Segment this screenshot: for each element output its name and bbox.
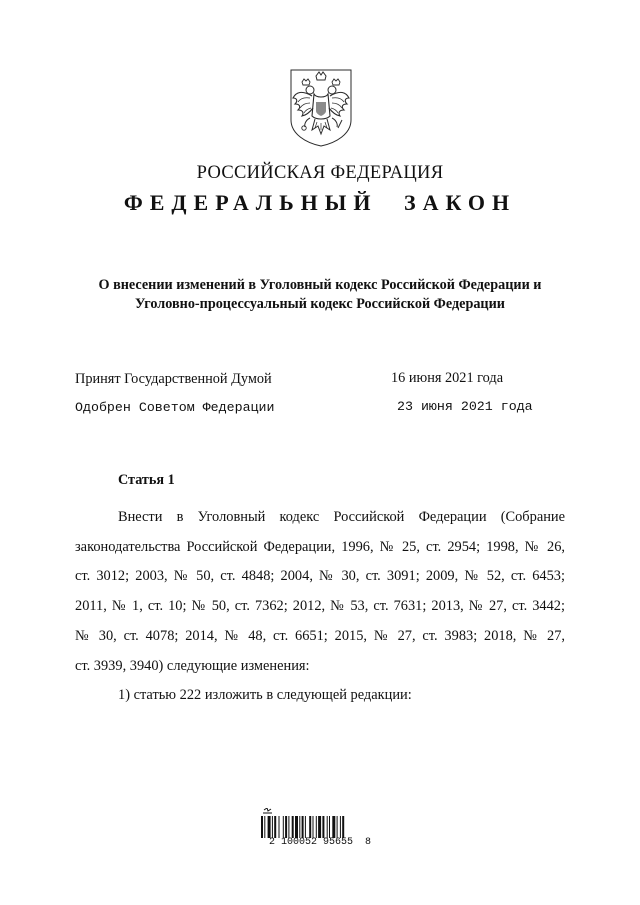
law-title bbox=[60, 276, 580, 314]
coat-of-arms-icon bbox=[288, 68, 354, 148]
article-line-5: № 30, ст. 4078; 2014, № 48, ст. 6651; 2015, № 27, ст. 3983; 2018, № 27, bbox=[75, 627, 565, 644]
article-body bbox=[75, 503, 565, 711]
duma-adoption-date: 16 июня 2021 года bbox=[391, 370, 504, 386]
article-heading: Статья 1 bbox=[118, 472, 175, 488]
law-title-line-1: О внесении изменений в Уголовный кодекс Российской Федерации и bbox=[98, 277, 542, 293]
duma-adoption-label: Принят Государственной Думой bbox=[75, 371, 272, 387]
country-name: РОССИЙСКАЯ ФЕДЕРАЦИЯ bbox=[196, 163, 444, 183]
article-item-1: 1) статью 222 изложить в следующей редакции: bbox=[118, 687, 412, 704]
article-line-4: 2011, № 1, ст. 10; № 50, ст. 7362; 2012, № 53, ст. 7631; 2013, № 27, ст. 3442; bbox=[75, 598, 565, 615]
article-line-6: ст. 3939, 3940) следующие изменения: bbox=[75, 657, 310, 674]
document-type: ФЕДЕРАЛЬНЫЙ ЗАКОН bbox=[123, 190, 517, 215]
council-approval-label: Одобрен Советом Федерации bbox=[75, 400, 275, 415]
article-line-2: законодательства Российской Федерации, 1996, № 25, ст. 2954; 1998, № 26, bbox=[75, 538, 565, 555]
barcode-number: 2 100052 95655 8 bbox=[268, 837, 372, 848]
barcode-icon bbox=[258, 808, 382, 864]
article-line-1: Внести в Уголовный кодекс Российской Федерации (Собрание bbox=[118, 509, 565, 525]
law-title-line-2: Уголовно-процессуальный кодекс Российской Федерации bbox=[135, 296, 505, 312]
article-line-3: ст. 3012; 2003, № 50, ст. 4848; 2004, № 30, ст. 3091; 2009, № 52, ст. 6453; bbox=[75, 568, 565, 585]
council-approval-date: 23 июня 2021 года bbox=[397, 399, 533, 414]
